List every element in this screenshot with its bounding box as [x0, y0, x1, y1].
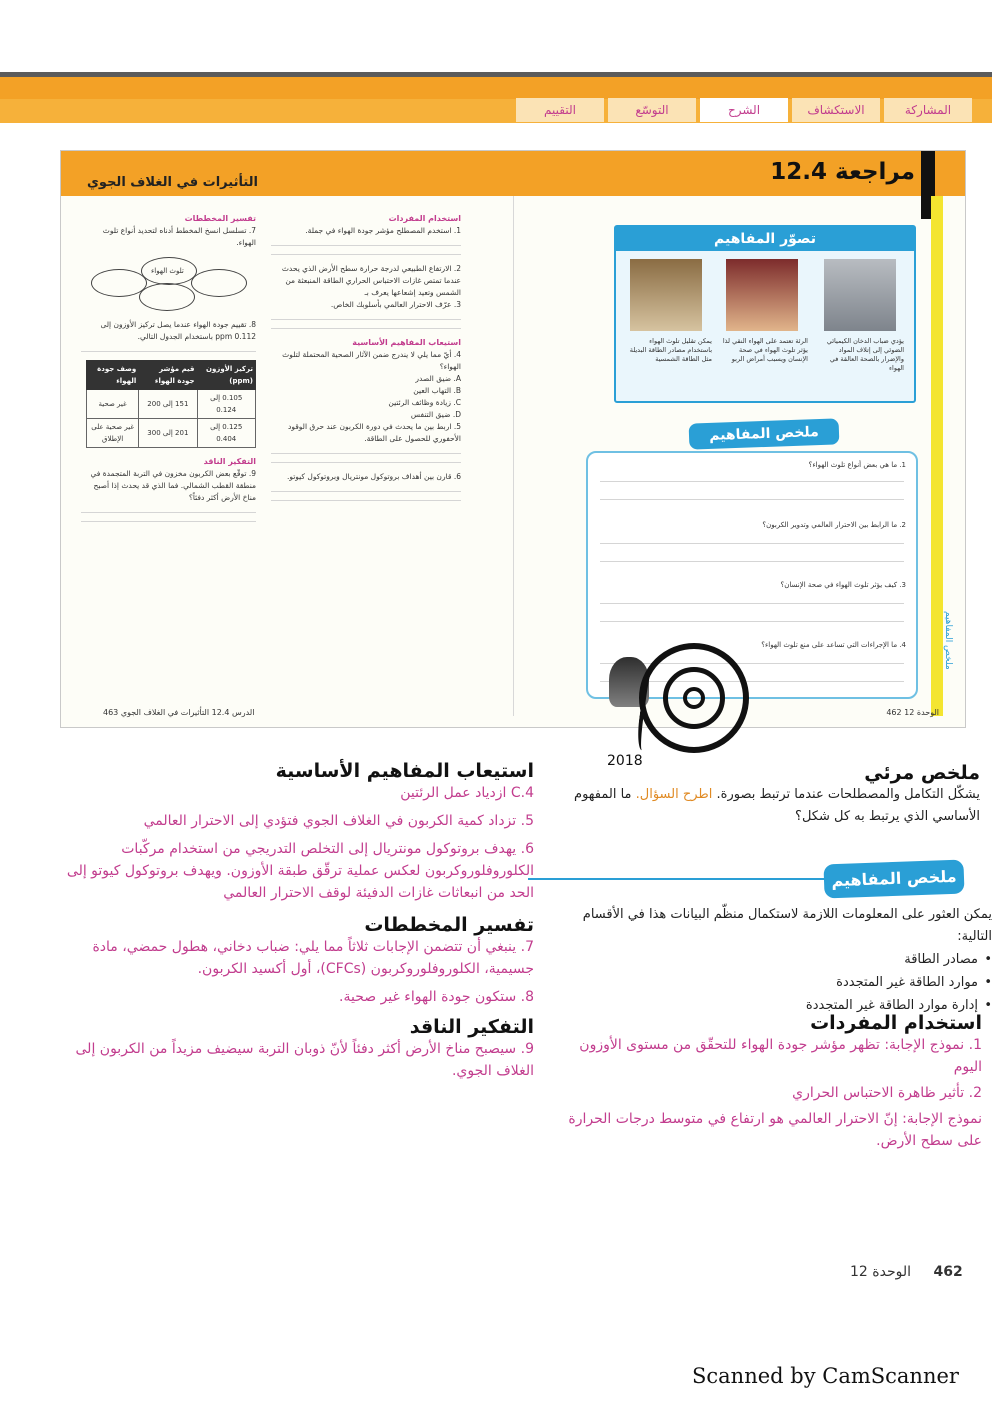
option-a: A. ضيق الصدر: [415, 374, 461, 383]
question-4: 4. أيّ مما يلي لا يندرج ضمن الآثار الصحية المحتملة لتلوث الهواء؟: [282, 350, 461, 371]
banner-rule: [528, 878, 828, 880]
table-header: وصف جودة الهواء: [87, 361, 139, 390]
visual-summary-title: ملخص مرئي: [864, 762, 980, 784]
oval-right: [191, 269, 247, 297]
book-footer-right: 462 الوحدة 12: [886, 708, 939, 717]
diagrams-title: تفسير المخططات: [364, 914, 534, 936]
option-b: B. التهاب العين: [413, 386, 461, 395]
visual-summary-prompt: اطرح السؤال.: [635, 787, 713, 802]
vocab-section: [552, 1012, 982, 1152]
answer-1: 1. نموذج الإجابة: تظهر مؤشر جودة الهواء للتحقّق من مستوى الأوزون اليوم: [579, 1037, 982, 1075]
answer-3: نموذج الإجابة: إنّ الاحترار العالمي هو ارتفاع في متوسط درجات الحرارة على سطح الأرض.: [568, 1111, 982, 1149]
concepts-text: يمكن العثور على المعلومات اللازمة لاستكمال منظّم البيانات هذا في الأقسام التالية:: [582, 907, 992, 944]
concepts-banner: ملخص المفاهيم: [823, 860, 964, 899]
tab-elaborate[interactable]: التوسّع: [608, 98, 696, 122]
scanner-watermark: Scanned by CamScanner: [692, 1364, 959, 1388]
side-strip: [931, 196, 943, 716]
answer-2: 2. تأثير ظاهرة الاحتباس الحراري: [792, 1085, 982, 1101]
question-2: 2. الارتفاع الطبيعي لدرجة حرارة سطح الأرض الذي يحدث عندما تمتص غازات الاحتباس الحراري الطاقة المنبعثة من الشمس وتعيد إشعاعها يعرف بـ: [281, 264, 461, 297]
tab-explore[interactable]: الاستكشاف: [792, 98, 880, 122]
answer-4: 4.C ازدياد عمل الرئتين: [400, 785, 534, 801]
heading-critical: التفكير الناقد: [203, 457, 256, 466]
summary-question: 3. كيف يؤثر تلوث الهواء في صحة الإنسان؟: [780, 581, 906, 589]
table-cell: 0.125 إلى 0.404: [197, 419, 256, 448]
textbook-scan: [60, 150, 966, 769]
tab-list: [516, 98, 972, 122]
visual-summary-text2: ما المفهوم الأساسي الذي يرتبط به كل شكل؟: [574, 787, 980, 824]
question-1: 1. استخدم المصطلح مؤشر جودة الهواء في جملة.: [305, 226, 461, 235]
book-title-left: التأثيرات في الغلاف الجوي: [87, 175, 258, 190]
smog-photo: [824, 259, 896, 331]
caption: الرئة تعتمد على الهواء النقي لذا يؤثر تلوث الهواء في صحة الإنسان ويسبب أمراض الربو: [722, 337, 808, 363]
side-label: ملخص المفاهيم: [943, 611, 953, 670]
table-cell: 151 إلى 200: [139, 390, 197, 419]
table-cell: 0.105 إلى 0.124: [197, 390, 256, 419]
question-5: 5. اربط بين ما يحدث في دورة الكربون عند حرق الوقود الأحفوري للحصول على الطاقة.: [288, 422, 461, 443]
answers-left: [60, 760, 534, 1082]
heading-core: استيعاب المفاهيم الأساسية: [352, 338, 461, 347]
solar-car-photo: [630, 259, 702, 331]
table-cell: غير صحية: [87, 390, 139, 419]
table-cell: 201 إلى 300: [139, 419, 197, 448]
book-title-right: 12.4 مراجعة: [770, 159, 915, 185]
table-cell: غير صحية على الإطلاق: [87, 419, 139, 448]
core-title: استيعاب المفاهيم الأساسية: [275, 760, 534, 782]
bullet-item: • إدارة موارد الطاقة غير المتجددة: [546, 994, 992, 1017]
oval-left: [91, 269, 147, 297]
visual-summary-text: يشكّل التكامل والمصطلحات عندما ترتبط بصورة.: [716, 787, 980, 802]
tab-engage[interactable]: المشاركة: [884, 98, 972, 122]
summary-question: 2. ما الرابط بين الاحترار العالمي وتدوير الكربون؟: [762, 521, 906, 529]
seal-stamp: [639, 643, 749, 753]
option-d: D. ضيق التنفس: [410, 410, 461, 419]
table-row: [87, 390, 256, 419]
heading-vocab: استخدام المفردات: [388, 214, 461, 223]
page-number-block: [850, 1264, 963, 1280]
visual-concepts-title: تصوّر المفاهيم: [616, 227, 914, 251]
critical-title: التفكير الناقد: [409, 1016, 534, 1038]
oval-label: تلوث الهواء: [151, 267, 184, 275]
book-header: [61, 151, 965, 196]
page-number: 462: [933, 1264, 963, 1280]
concept-web: [81, 255, 256, 313]
inhaler-photo: [726, 259, 798, 331]
tab-explain[interactable]: الشرح: [700, 98, 788, 122]
tab-evaluate[interactable]: التقييم: [516, 98, 604, 122]
answer-9: 9. سيصبح مناخ الأرض أكثر دفئاً لأنّ ذوبان التربة سيضيف مزيداً من الكربون إلى الغلاف الجوي.: [75, 1041, 534, 1079]
question-7: 7. تسلسل انسخ المخطط أدناه لتحديد أنواع تلوث الهواء.: [102, 226, 256, 247]
question-8: 8. تقييم جودة الهواء عندما يصل تركيز الأوزون إلى 0.112 ppm باستخدام الجدول التالي.: [100, 320, 256, 341]
caption: يمكن تقليل تلوث الهواء باستخدام مصادر الطاقة البديلة مثل الطاقة الشمسية: [629, 337, 712, 363]
ozone-table: [86, 360, 256, 448]
option-c: C. زيادة وظائف الرئتين: [388, 398, 461, 407]
table-header: تركيز الأوزون (ppm): [197, 361, 256, 390]
question-3: 3. عرّف الاحترار العالمي بأسلوبك الخاص.: [330, 300, 461, 309]
oval-bottom: [139, 283, 195, 311]
stamp-year: 2018: [607, 753, 643, 769]
table-row: [87, 419, 256, 448]
answer-7: 7. ينبغي أن تتضمن الإجابات ثلاثاً مما يلي: ضباب دخاني، هطول حمضي، مادة جسيمية، الكلوروفلوروكربون (CFCs)، أول أكسيد الكربون.: [92, 939, 534, 977]
answers-right: [546, 762, 980, 828]
answer-5: 5. تزداد كمية الكربون في الغلاف الجوي فتؤدي إلى الاحترار العالمي: [143, 813, 534, 829]
question-6: 6. قارن بين أهداف بروتوكول مونتريال وبروتوكول كيوتو.: [286, 472, 461, 481]
bullet-item: • مصادر الطاقة: [546, 948, 992, 971]
book-column-middle: [271, 213, 461, 509]
answer-6: 6. يهدف بروتوكول مونتريال إلى التخلص التدريجي من استخدام مركّبات الكلوروفلوروكربون لعكس عملية ترقّق طبقة الأوزون. ويهدف بروتوكول كيوتو إلى الحد من انبعاثات غازات الدفيئة لوقف الاحترار العالمي: [66, 841, 534, 901]
heading-diagrams: تفسير المخططات: [184, 214, 256, 223]
caption: يؤدي ضباب الدخان الكيميائي الضوئي إلى إتلاف المواد والإضرار بالصحة العالقة في الهواء: [826, 337, 904, 372]
vocab-title: استخدام المفردات: [810, 1012, 982, 1034]
page-gutter: [513, 196, 514, 716]
bullet-item: • موارد الطاقة غير المتجددة: [546, 971, 992, 994]
summary-question: 1. ما هي بعض أنواع تلوث الهواء؟: [808, 461, 906, 469]
visual-concepts-box: [614, 225, 916, 403]
book-column-left: [81, 213, 256, 530]
summary-question: 4. ما الإجراءات التي تساعد على منع تلوث الهواء؟: [761, 641, 906, 649]
question-9: 9. توقّع بعض الكربون مخزون في التربة المتجمدة في منطقة القطب الشمالي. فما الذي قد يحدث إذا أصبح مناخ الأرض أكثر دفئاً؟: [90, 469, 256, 502]
book-footer-left: 463 الدرس 12.4 التأثيرات في الغلاف الجوي: [103, 708, 255, 717]
unit-label: الوحدة 12: [850, 1264, 912, 1280]
concepts-section: [546, 904, 992, 1017]
answer-8: 8. ستكون جودة الهواء غير صحية.: [339, 989, 534, 1005]
summary-title: ملخص المفاهيم: [689, 418, 840, 449]
table-header: قيم مؤشر جودة الهواء: [139, 361, 197, 390]
